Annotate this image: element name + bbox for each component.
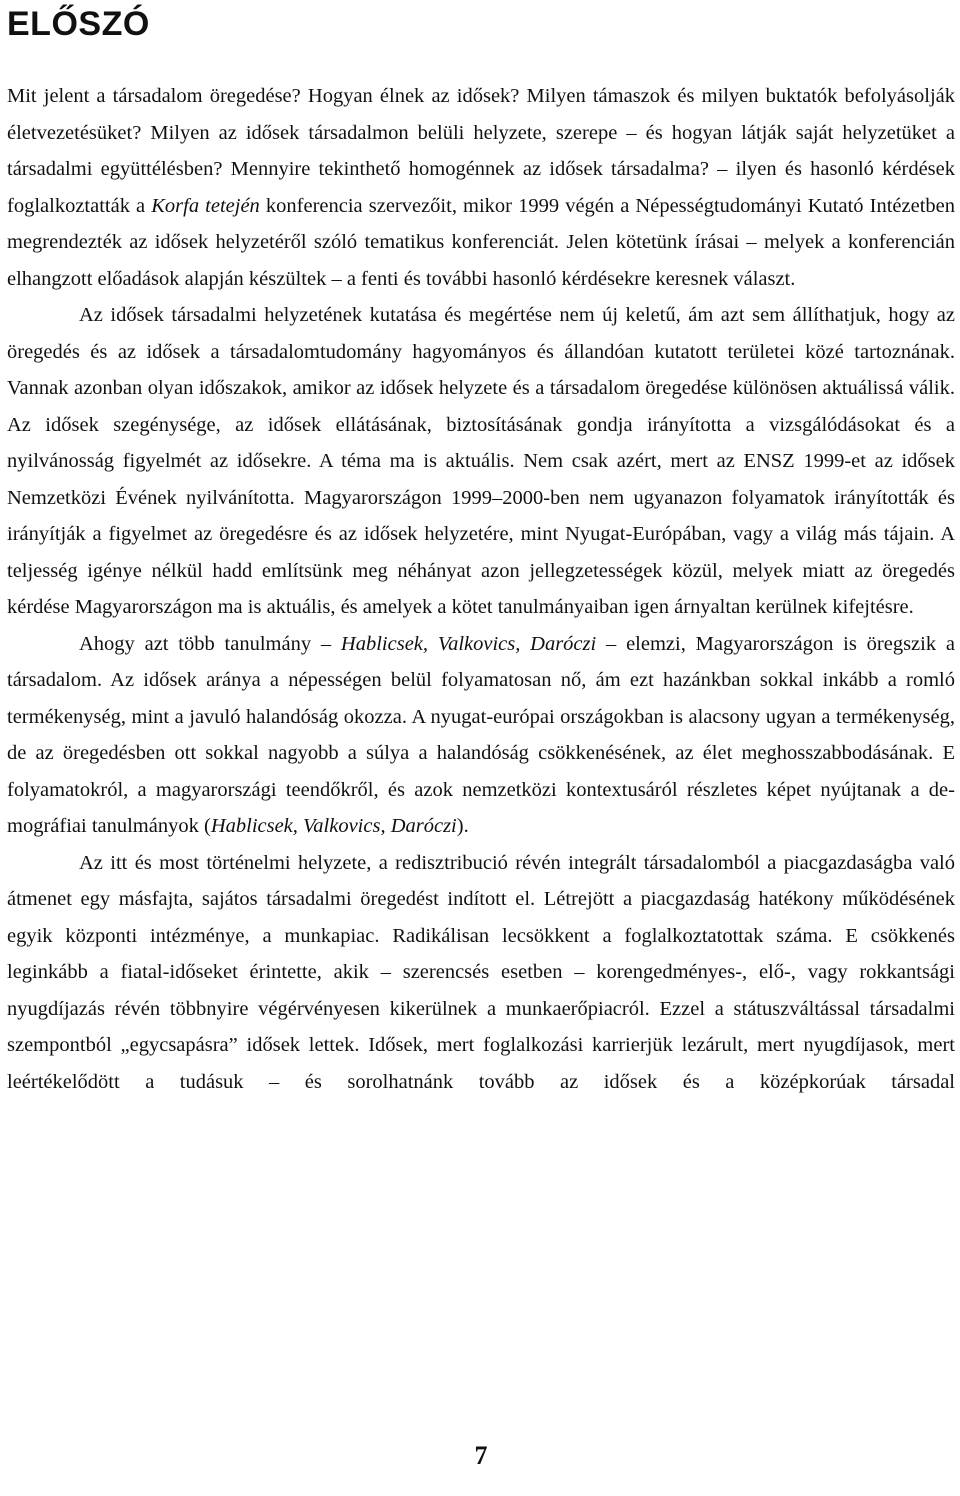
paragraph-3-text-c: ).	[456, 815, 469, 837]
paragraph-1-text-a: Mit jelent a társadalom öregedése? Hogyan élnek az idősek? Milyen támaszok és milyen buktatók befolyásolják életvezetésüket? Milyen az idősek társadalmon belüli helyzete, szerepe – és hogyan látják saját helyzetüket a társadalmi együttélésben? Mennyire tekinthető homogénnek az idősek társadalma? – ilyen és hasonló kérdések foglalkoztatták a	[7, 85, 955, 217]
paragraph-3-text-b: – elemzi, Magyarországon is öregszik a társadalom. Az idősek aránya a népességen belül folyamatosan nő, ám ezt hazánkban sokkal inkább a romló termékenység, mint a javuló halandóság okozza. A nyugat-európai országokban is alacsony ugyan a termékenység, de az öregedésben ott sokkal nagyobb a súlya a halandóság csökkenésének, az élet meghosszabbodásának. E folyamatokról, a magyarországi teendőkről, és azok nemzetközi kontextusáról részletes képet nyújtanak a demográfiai tanulmányok (	[7, 632, 955, 837]
paragraph-4	[7, 845, 955, 1101]
paragraph-4-text: Az itt és most történelmi helyzete, a redisztribució révén integrált társadalomból a piacgazdaságba való átmenet egy másfajta, sajátos társadalmi öregedést indított el. Létrejött a piacgazdaság hatékony működésének egyik központi intézménye, a munkapiac. Radikálisan lecsökkent a foglalkoztatottak száma. E csökkenés leginkább a fiatal-időseket érintette, akik – szerencsés esetben – korengedményes-, elő-, vagy rokkantsági nyugdíjazás révén többnyire végérvényesen kikerülnek a munkaerőpiacról. Ezzel a státuszváltással társadalmi szempontból „egycsapásra” idősek lettek. Idősek, mert foglalkozási karrierjük lezárult, mert nyugdíjasok, mert leértékelődött a tudásuk – és sorolhatnánk tovább az idősek és a középkorúak társadal	[7, 851, 955, 1093]
document-page	[7, 0, 955, 1496]
paragraph-2-text: Az idősek társadalmi helyzetének kutatása és megértése nem új keletű, ám azt sem állíthatjuk, hogy az öregedés és az idősek a társadalomtudomány hagyományos és állandóan kutatott területei közé tartoznának. Vannak azonban olyan időszakok, amikor az idősek helyzete és a társadalom öregedése különösen aktuálissá válik. Az idősek szegénysége, az idősek ellátásának, biztosításának gondja irányította a vizsgálódásokat és a nyilvánosság figyelmét az idősekre. A téma ma is aktuális. Nem csak azért, mert az ENSZ 1999-et az idősek Nemzetközi Évének nyilvánította. Magyarországon 1999–2000-ben nem ugyanazon folyamatok irányították és irányítják a figyelmet az öregedésre és az idősek helyzetére, mint Nyugat-Európában, vagy a világ más tájain. A teljesség igénye nélkül hadd említsünk meg néhányat azon jellegzetességek közül, melyek miatt az öregedés kérdése Magyarországon ma is aktuális, és amelyek a kötet tanulmányaiban igen árnyaltan kerülnek kifejtésre.	[7, 304, 955, 618]
paragraph-3-italic-b: Hablicsek, Valkovics, Daróczi	[210, 815, 457, 837]
page-number: 7	[474, 1441, 488, 1470]
paragraph-3	[7, 626, 955, 845]
paragraph-2	[7, 297, 955, 626]
paragraph-1-italic: Korfa tetején	[151, 194, 260, 217]
body-text	[7, 78, 955, 1100]
page-title: ELŐSZÓ	[7, 5, 150, 43]
paragraph-3-italic-a: Hablicsek, Valkovics, Daróczi	[340, 632, 597, 655]
paragraph-1-text-b: konferencia szervezőit, mikor 1999 végén a Népességtudományi Kutató Intézetben megrendezték az idősek helyzetéről szóló tematikus konferenciát. Jelen kötetünk írásai – melyek a konferencián elhangzott előadások alapján készültek – a fenti és további hasonló kérdésekre keresnek választ.	[7, 194, 955, 290]
paragraph-3-text-a: Ahogy azt több tanulmány –	[79, 632, 341, 655]
paragraph-1	[7, 78, 955, 297]
